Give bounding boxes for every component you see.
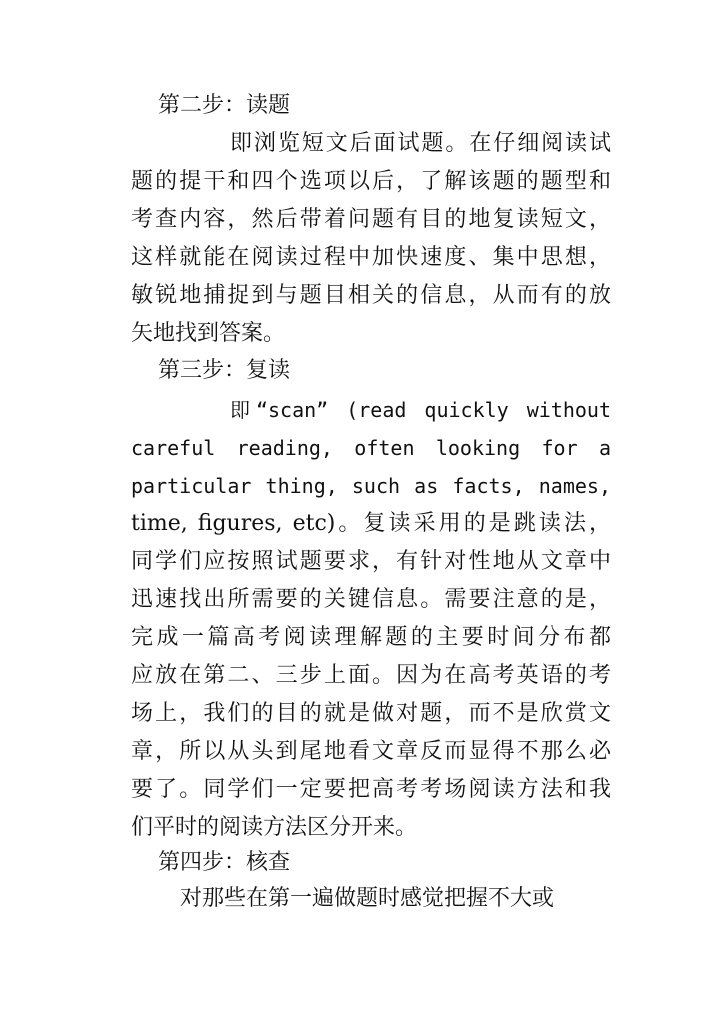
paragraph-line: 们平时的阅读方法区分开来。	[131, 815, 418, 840]
paragraph-line: time, figures, etc)。复读采用的是跳读法，	[131, 511, 611, 536]
paragraph-line: 考查内容，然后带着问题有目的地复读短文，	[131, 207, 611, 232]
paragraph-line: 同学们应按照试题要求，有针对性地从文章中	[131, 549, 611, 574]
paragraph-line: careful reading, often looking for a	[131, 436, 611, 460]
heading-step-three: 第三步：复读	[158, 358, 291, 383]
paragraph-line: 场上，我们的目的就是做对题，而不是欣赏文	[131, 701, 611, 726]
paragraph-line: 迅速找出所需要的关键信息。需要注意的是，	[131, 587, 611, 612]
paragraph-line: 要了。同学们一定要把高考考场阅读方法和我	[131, 777, 611, 802]
paragraph-line: 即浏览短文后面试题。在仔细阅读试	[230, 131, 611, 156]
paragraph-line: particular thing, such as facts, names,	[131, 474, 611, 498]
paragraph-line: 这样就能在阅读过程中加快速度、集中思想，	[131, 245, 611, 270]
paragraph-line: 完成一篇高考阅读理解题的主要时间分布都	[131, 625, 611, 650]
heading-step-four: 第四步：核查	[158, 850, 291, 875]
paragraph-line: 即“scan” (read quickly without	[230, 398, 611, 422]
paragraph-line: 章，所以从头到尾地看文章反而显得不那么必	[131, 739, 611, 764]
paragraph-line: 矢地找到答案。	[131, 321, 286, 346]
paragraph-line: 对那些在第一遍做题时感觉把握不大或	[180, 886, 555, 911]
paragraph-line: 应放在第二、三步上面。因为在高考英语的考	[131, 663, 611, 688]
paragraph-line: 敏锐地捕捉到与题目相关的信息，从而有的放	[131, 283, 611, 308]
heading-step-two: 第二步：读题	[158, 93, 291, 118]
paragraph-line: 题的提干和四个选项以后，了解该题的题型和	[131, 169, 611, 194]
